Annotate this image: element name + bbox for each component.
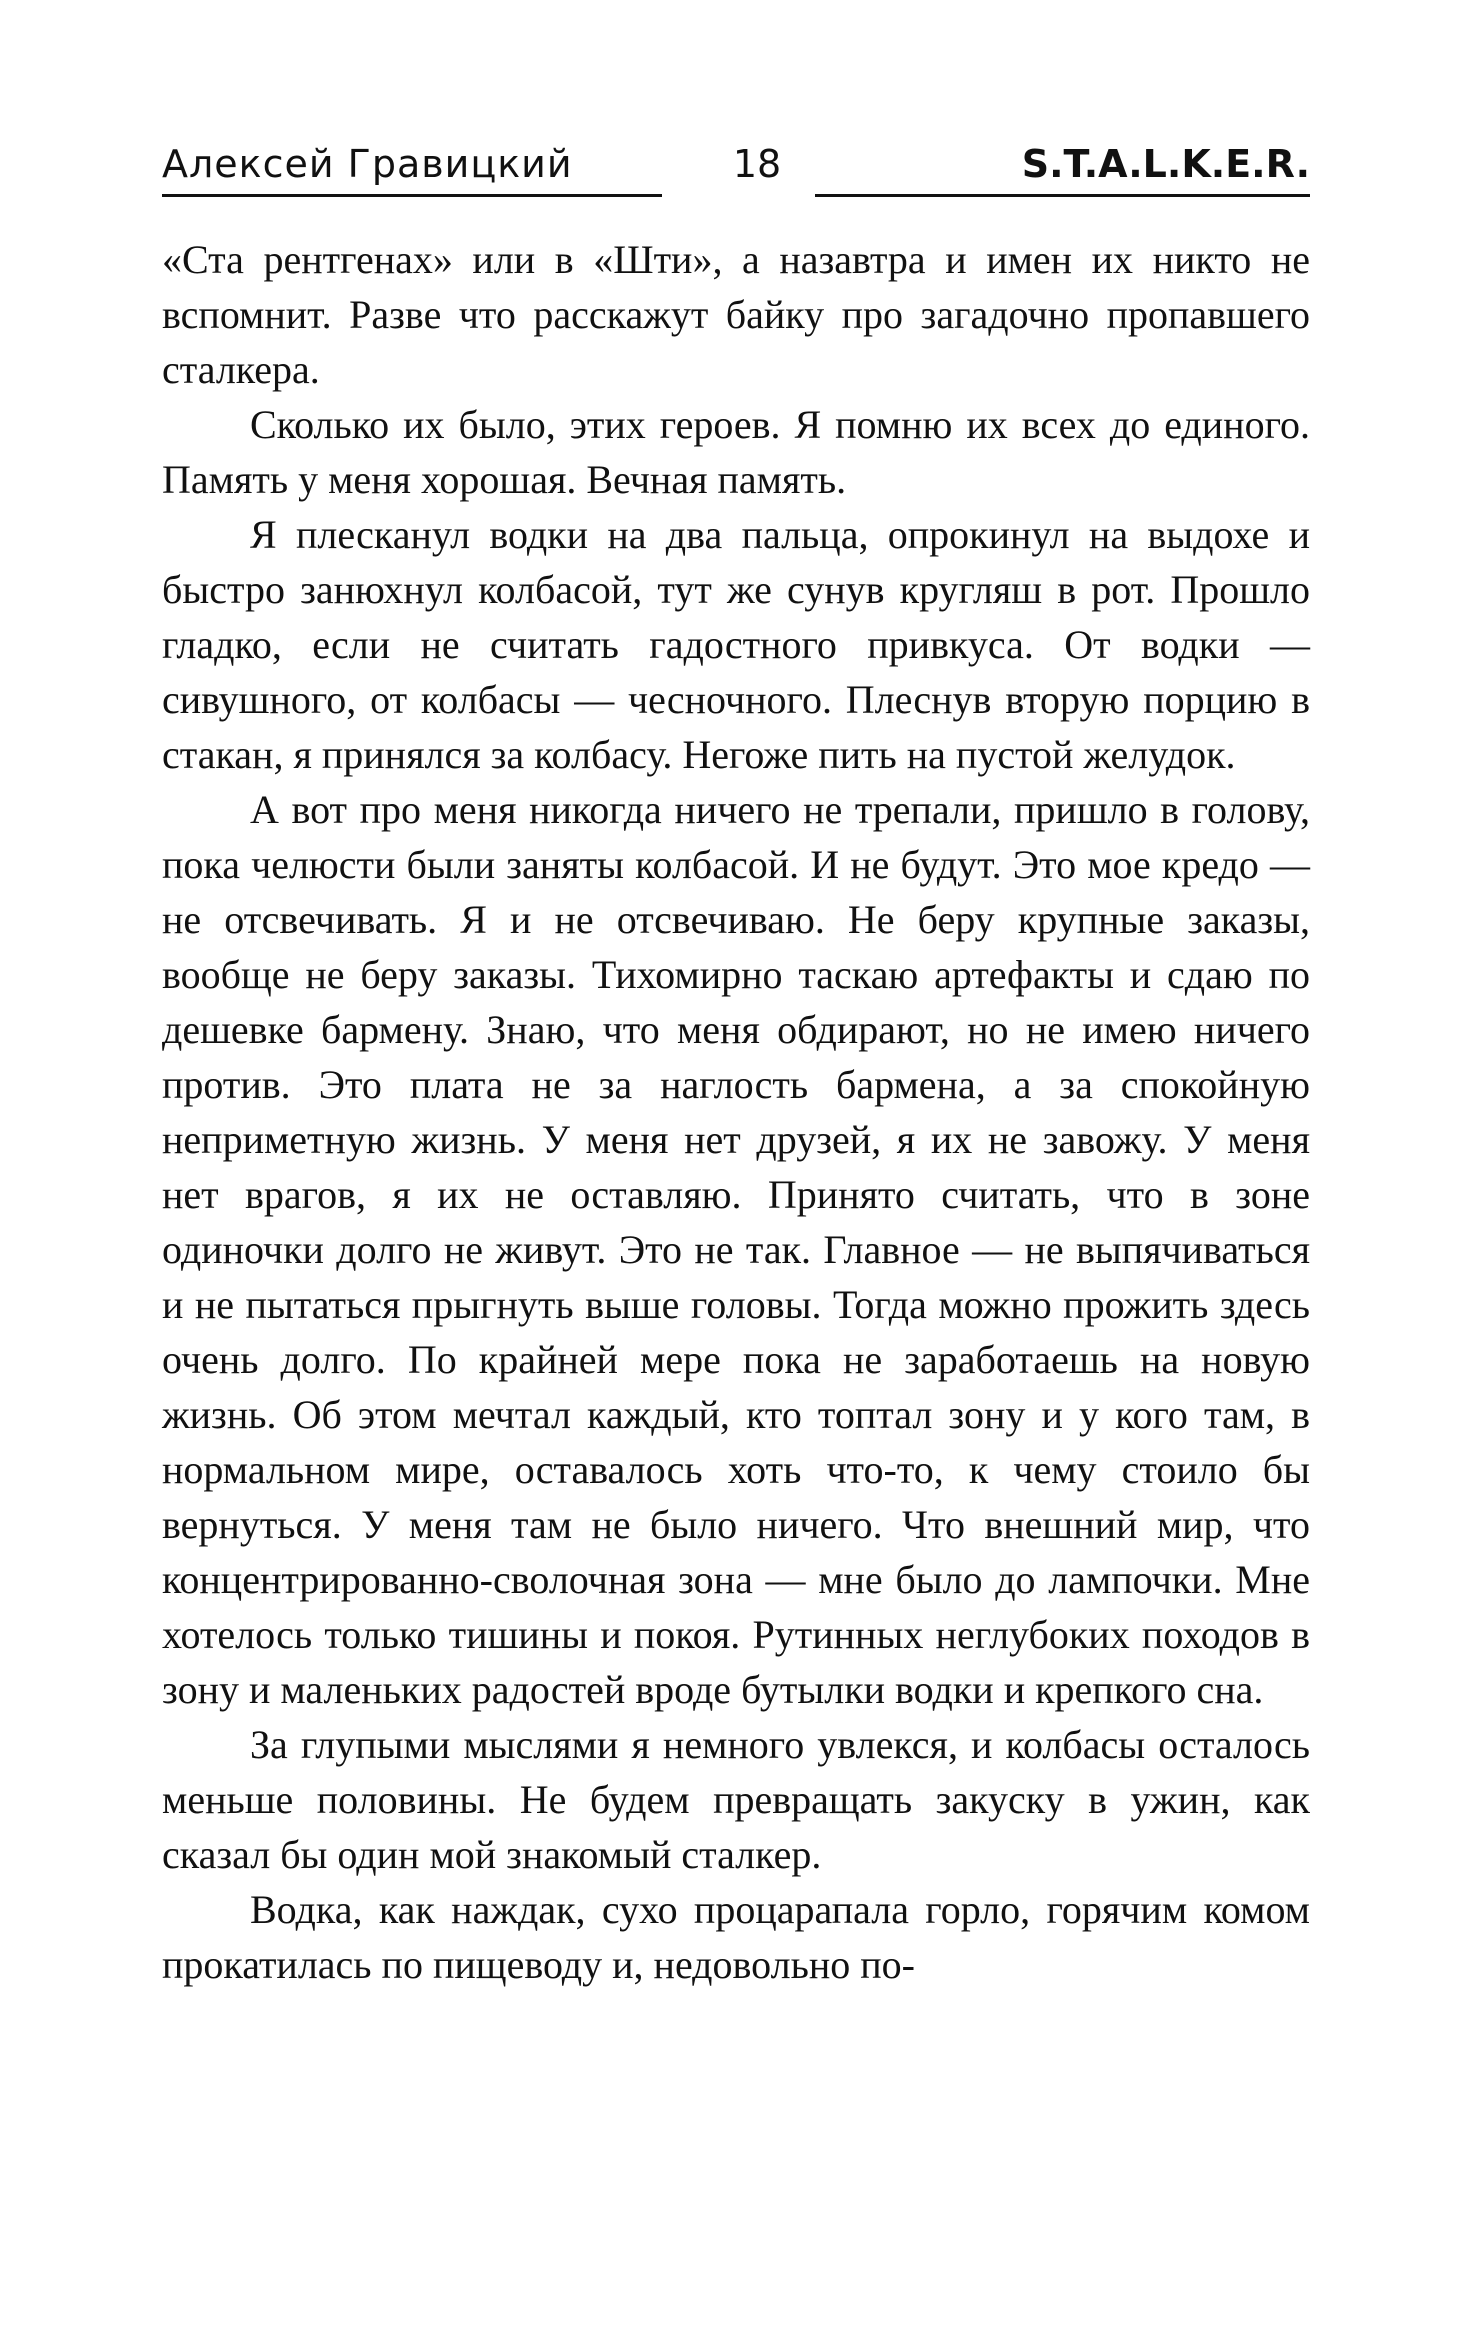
paragraph-1: «Ста рентгенах» или в «Шти», а назавтра и имен их никто не вспомнит. Разве что расскажут байку про загадочно пропавшего сталкера.: [162, 237, 1310, 392]
paragraph-4: А вот про меня никогда ничего не трепали, пришло в голову, пока челюсти были заняты колбасой. И не будут. Это мое кредо — не отсвечивать. Я и не отсвечиваю. Не беру крупные заказы, вообще не беру заказы. Тихомирно таскаю артефакты и сдаю по дешевке бармену. Знаю, что меня обдирают, но не имею ничего против. Это плата не за наглость бармена, а за спокойную неприметную жизнь. У меня нет друзей, я их не завожу. У меня нет врагов, я их не оставляю. Принято считать, что в зоне одиночки долго не живут. Это не так. Главное — не выпячиваться и не пытаться прыгнуть выше головы. Тогда можно прожить здесь очень долго. По крайней мере пока не заработаешь на новую жизнь. Об этом мечтал каждый, кто топтал зону и у кого там, в нормальном мире, оставалось хоть что-то, к чему стоило бы вернуться. У меня там не было ничего. Что внешний мир, что концентрированно-сволочная зона — мне было до лампочки. Мне хотелось только тишины и покоя. Рутинных неглубоких походов в зону и маленьких радостей вроде бутылки водки и крепкого сна.: [162, 787, 1310, 1712]
page-number: 18: [732, 142, 782, 186]
paragraph-2: Сколько их было, этих героев. Я помню их всех до единого. Память у меня хорошая. Вечная память.: [162, 402, 1310, 502]
body-text: [162, 232, 1310, 1992]
paragraph-6: Водка, как наждак, сухо процарапала горло, горячим комом прокатилась по пищеводу и, недовольно по-: [162, 1887, 1310, 1987]
header-series-title: S.T.A.L.K.E.R.: [815, 140, 1310, 197]
paragraph-3: Я плесканул водки на два пальца, опрокинул на выдохе и быстро занюхнул колбасой, тут же сунув кругляш в рот. Прошло гладко, если не считать гадостного привкуса. От водки — сивушного, от колбасы — чесночного. Плеснув вторую порцию в стакан, я принялся за колбасу. Негоже пить на пустой желудок.: [162, 512, 1310, 777]
paragraph-5: За глупыми мыслями я немного увлекся, и колбасы осталось меньше половины. Не будем превращать закуску в ужин, как сказал бы один мой знакомый сталкер.: [162, 1722, 1310, 1877]
header-author: Алексей Гравицкий: [162, 140, 662, 197]
running-header: [162, 140, 1310, 210]
